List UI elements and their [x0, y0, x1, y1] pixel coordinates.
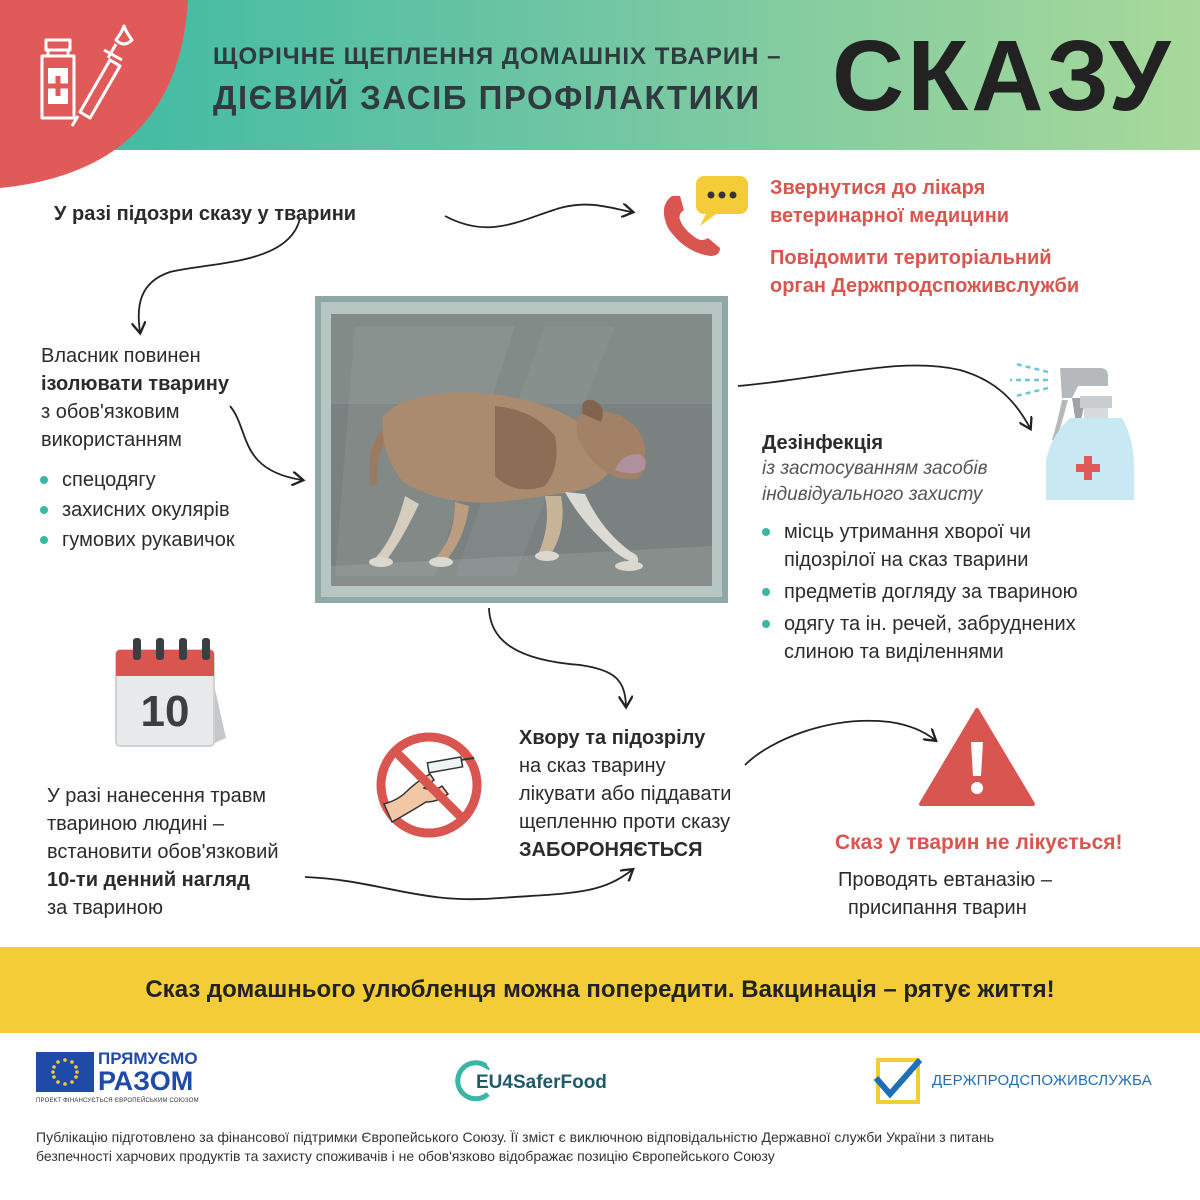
list-item: спецодягу — [38, 466, 235, 494]
injury-line3: встановити обов'язковий — [47, 841, 279, 863]
treatment-line2: на сказ тварину — [519, 755, 666, 777]
arrow-injury-to-treatment — [305, 870, 632, 899]
warning-triangle-icon — [917, 706, 1037, 806]
contact-line1-a: Звернутися до лікаря — [770, 177, 986, 199]
list-item — [760, 518, 1078, 574]
list-item-line: предметів догляду за твариною — [784, 581, 1078, 603]
treatment-text — [519, 724, 731, 864]
owner-equipment-list — [38, 466, 235, 554]
dps-logo-mark — [874, 1056, 922, 1102]
list-item-line: місць утримання хворої чи — [784, 521, 1031, 543]
warning-title: Сказ у тварин не лікується! — [835, 831, 1123, 854]
disinfection-title: Дезінфекція — [762, 432, 884, 454]
list-item — [760, 578, 1078, 606]
header-big-word: СКАЗУ — [832, 20, 1174, 132]
footer-line1: Публікацію підготовлено за фінансової підтримки Європейського Союзу. Її зміст є виключною відповідальністю Державної служби України з питань — [36, 1129, 995, 1145]
injury-line4: 10-ти денний нагляд — [47, 869, 250, 891]
treatment-line1: Хвору та підозрілу — [519, 727, 706, 749]
arrow-to-treatment — [489, 608, 626, 706]
list-item-line: слиною та виділеннями — [784, 641, 1004, 663]
eu-logo-subtitle: ПРОЕКТ ФІНАНСУЄТЬСЯ ЄВРОПЕЙСЬКИМ СОЮЗОМ — [36, 1098, 199, 1104]
suspicion-text: У разі підозри сказу у тварини — [54, 203, 357, 225]
disinfection-sub2: індивідуального захисту — [762, 484, 983, 505]
isolated-dog-image — [315, 296, 728, 603]
slogan-text: Сказ домашнього улюбленця можна попередити. Вакцинація – рятує життя! — [145, 976, 1055, 1003]
arrow-to-warning — [745, 721, 935, 765]
calendar-number: 10 — [140, 687, 190, 736]
list-item — [760, 610, 1078, 666]
disinfection-sub1: із застосуванням засобів — [762, 458, 988, 479]
list-item: гумових рукавичок — [38, 526, 235, 554]
eu-logo-line2: РАЗОМ — [98, 1066, 194, 1096]
phone-chat-icon — [658, 170, 758, 260]
arrow-to-contact — [445, 205, 632, 228]
footer-line2: безпечності харчових продуктів та захисту споживачів і не обов'язково відображає позицію Європейського Союзу — [36, 1148, 775, 1164]
injury-text — [47, 782, 279, 922]
injury-line5: за твариною — [47, 897, 163, 919]
calendar-icon — [110, 636, 230, 748]
arrow-to-owner — [139, 218, 300, 332]
footer-disclaimer — [36, 1128, 1176, 1166]
warning-text — [838, 866, 1052, 922]
dps-logo-text: ДЕРЖПРОДСПОЖИВСЛУЖБА — [932, 1072, 1152, 1089]
spray-bottle-icon — [1000, 360, 1140, 510]
injury-line1: У разі нанесення травм — [47, 785, 266, 807]
no-injection-icon — [374, 730, 484, 840]
eu-logo-line1: ПРЯМУЄМО — [98, 1049, 198, 1068]
eu-flag-logo — [36, 1052, 94, 1092]
injury-line2: твариною людині – — [47, 813, 224, 835]
contact-line1 — [770, 174, 1009, 230]
owner-line3: з обов'язковим — [41, 401, 180, 423]
contact-line2-a: Повідомити територіальний — [770, 247, 1052, 269]
eu-logo-text — [98, 1050, 198, 1094]
owner-line2: ізолювати тварину — [41, 373, 229, 395]
owner-line1: Власник повинен — [41, 345, 201, 367]
treatment-line4: щепленню проти сказу — [519, 811, 731, 833]
contact-line2 — [770, 244, 1079, 300]
disinfection-subtitle — [762, 456, 988, 508]
owner-line4: використанням — [41, 429, 182, 451]
treatment-line3: лікувати або піддавати — [519, 783, 732, 805]
contact-line2-b: орган Держпродспоживслужби — [770, 275, 1080, 297]
list-item-line: підозрілої на сказ тварини — [784, 549, 1029, 571]
header-title-line1: ЩОРІЧНЕ ЩЕПЛЕННЯ ДОМАШНІХ ТВАРИН – — [213, 43, 782, 70]
warning-line2: присипання тварин — [848, 897, 1027, 919]
warning-line1: Проводять евтаназію – — [838, 869, 1052, 891]
treatment-line5: ЗАБОРОНЯЄТЬСЯ — [519, 839, 703, 861]
eu4saferfood-logo-text: EU4SaferFood — [476, 1072, 607, 1093]
arrow-owner-to-photo — [230, 406, 302, 480]
arrow-to-disinfection — [738, 365, 1030, 428]
header-title-line2: ДІЄВИЙ ЗАСІБ ПРОФІЛАКТИКИ — [213, 79, 761, 116]
slogan-banner — [0, 947, 1200, 1033]
list-item-line: одягу та ін. речей, забруднених — [784, 613, 1076, 635]
owner-text — [41, 342, 229, 454]
disinfection-list — [760, 518, 1078, 666]
contact-line1-b: ветеринарної медицини — [770, 205, 1010, 227]
list-item: захисних окулярів — [38, 496, 235, 524]
